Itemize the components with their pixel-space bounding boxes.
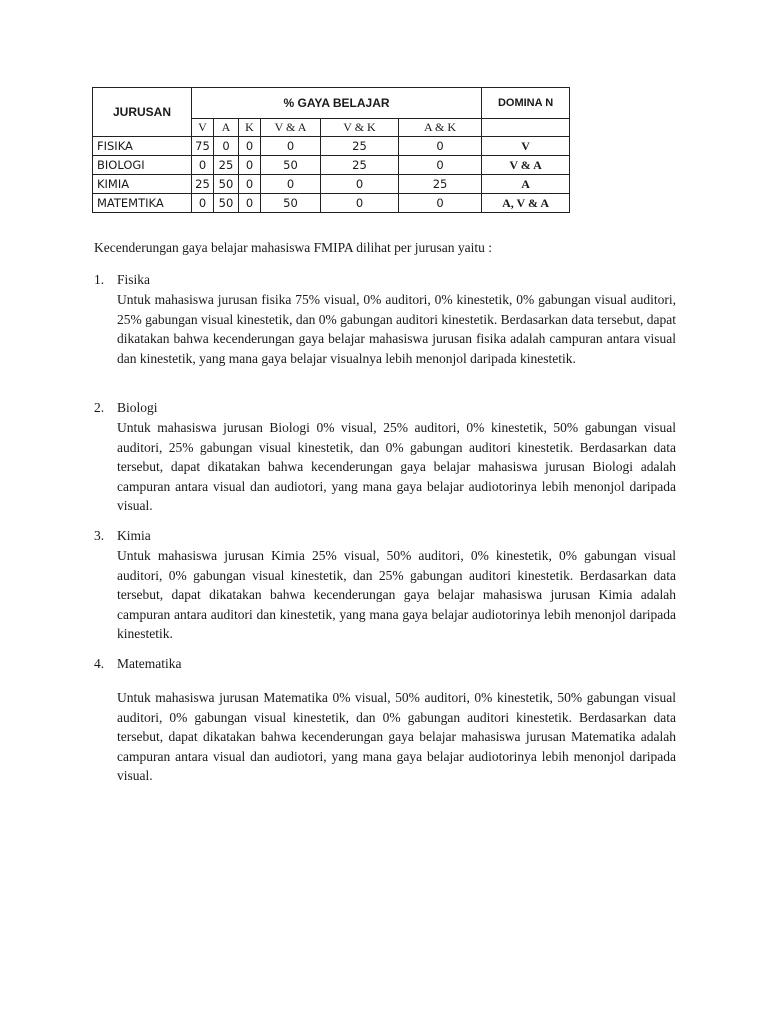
cell-v: 25 (192, 175, 214, 194)
header-gaya-belajar: % GAYA BELAJAR (192, 88, 482, 119)
subheader-v-k: V & K (321, 119, 399, 137)
item-title: Biologi (117, 400, 158, 415)
cell-a-k: 0 (399, 137, 482, 156)
item-paragraph: Untuk mahasiswa jurusan fisika 75% visual, 0% auditori, 0% kinestetik, 0% gabungan visual auditori, 25% gabungan visual kinestetik, dan 0% gabungan auditori kinestetik. Berdasarkan data tersebut, dapat dikatakan bahwa kecenderungan gaya belajar mahasiswa jurusan fisika adalah campuran antara visual dan kinestetik, yang mana gaya belajar visualnya lebih menonjol daripada kinestetik. (117, 292, 676, 366)
cell-v-k: 0 (321, 194, 399, 213)
cell-k: 0 (239, 156, 261, 175)
header-jurusan: JURUSAN (93, 88, 192, 137)
cell-v-a: 50 (261, 194, 321, 213)
table-row (93, 175, 570, 194)
intro-text: Kecenderungan gaya belajar mahasiswa FMIPA dilihat per jurusan yaitu : (94, 240, 493, 255)
cell-k: 0 (239, 194, 261, 213)
subheader-a: A (214, 119, 239, 137)
cell-v-a: 0 (261, 175, 321, 194)
cell-v-a: 50 (261, 156, 321, 175)
row-name: BIOLOGI (93, 156, 192, 175)
subheader-dominan-empty (482, 119, 570, 137)
item-paragraph: Untuk mahasiswa jurusan Matematika 0% visual, 50% auditori, 0% kinestetik, 50% gabungan visual auditori, 0% gabungan visual kinestetik, dan 0% gabungan auditori kinestetik. Berdasarkan data tersebut, dapat dikatakan bahwa kecenderungan gaya belajar mahasiswa jurusan Matematika adalah campuran antara visual dan audiotori, yang mana gaya belajar audiotorinya lebih menonjol daripada visual. (117, 690, 676, 783)
cell-v-k: 25 (321, 137, 399, 156)
item-number: 2. (94, 400, 105, 415)
cell-v: 0 (192, 194, 214, 213)
cell-a: 50 (214, 175, 239, 194)
table-row (93, 156, 570, 175)
table-row (93, 137, 570, 156)
row-name: KIMIA (93, 175, 192, 194)
cell-v: 75 (192, 137, 214, 156)
item-number: 1. (94, 272, 105, 287)
item-title: Kimia (117, 528, 151, 543)
header-dominan: DOMINA N (482, 88, 570, 119)
cell-a-k: 0 (399, 194, 482, 213)
item-number: 3. (94, 528, 105, 543)
item-paragraph: Untuk mahasiswa jurusan Kimia 25% visual, 50% auditori, 0% kinestetik, 0% gabungan visual auditori, 0% gabungan visual kinestetik, dan 25% gabungan auditori kinestetik. Berdasarkan data tersebut, dapat dikatakan bahwa kecenderungan gaya belajar mahasiswa jurusan Kimia adalah campuran antara auditori dan kinestetik, yang mana gaya belajar audiotorinya lebih menonjol daripada kinestetik. (117, 548, 676, 641)
row-name: MATEMTIKA (93, 194, 192, 213)
cell-v-k: 25 (321, 156, 399, 175)
subheader-a-k: A & K (399, 119, 482, 137)
cell-a: 0 (214, 137, 239, 156)
cell-v-a: 0 (261, 137, 321, 156)
row-name: FISIKA (93, 137, 192, 156)
item-title: Matematika (117, 656, 182, 671)
cell-v: 0 (192, 156, 214, 175)
cell-dominan: V (482, 137, 570, 156)
cell-a: 25 (214, 156, 239, 175)
cell-k: 0 (239, 137, 261, 156)
item-paragraph: Untuk mahasiswa jurusan Biologi 0% visual, 25% auditori, 0% kinestetik, 50% gabungan visual auditori, 25% gabungan visual kinestetik, dan 0% gabungan auditori kinestetik. Berdasarkan data tersebut, dapat dikatakan bahwa kecenderungan gaya belajar mahasiswa jurusan Biologi adalah campuran antara visual dan audiotori, yang mana gaya belajar audiotorinya lebih menonjol daripada visual. (117, 420, 676, 513)
cell-dominan: A, V & A (482, 194, 570, 213)
cell-dominan: A (482, 175, 570, 194)
subheader-v: V (192, 119, 214, 137)
table-row (93, 194, 570, 213)
item-number: 4. (94, 656, 105, 671)
cell-a-k: 25 (399, 175, 482, 194)
cell-k: 0 (239, 175, 261, 194)
cell-dominan: V & A (482, 156, 570, 175)
cell-a: 50 (214, 194, 239, 213)
cell-a-k: 0 (399, 156, 482, 175)
item-title: Fisika (117, 272, 151, 287)
subheader-k: K (239, 119, 261, 137)
subheader-v-a: V & A (261, 119, 321, 137)
cell-v-k: 0 (321, 175, 399, 194)
learning-style-table (92, 87, 570, 213)
